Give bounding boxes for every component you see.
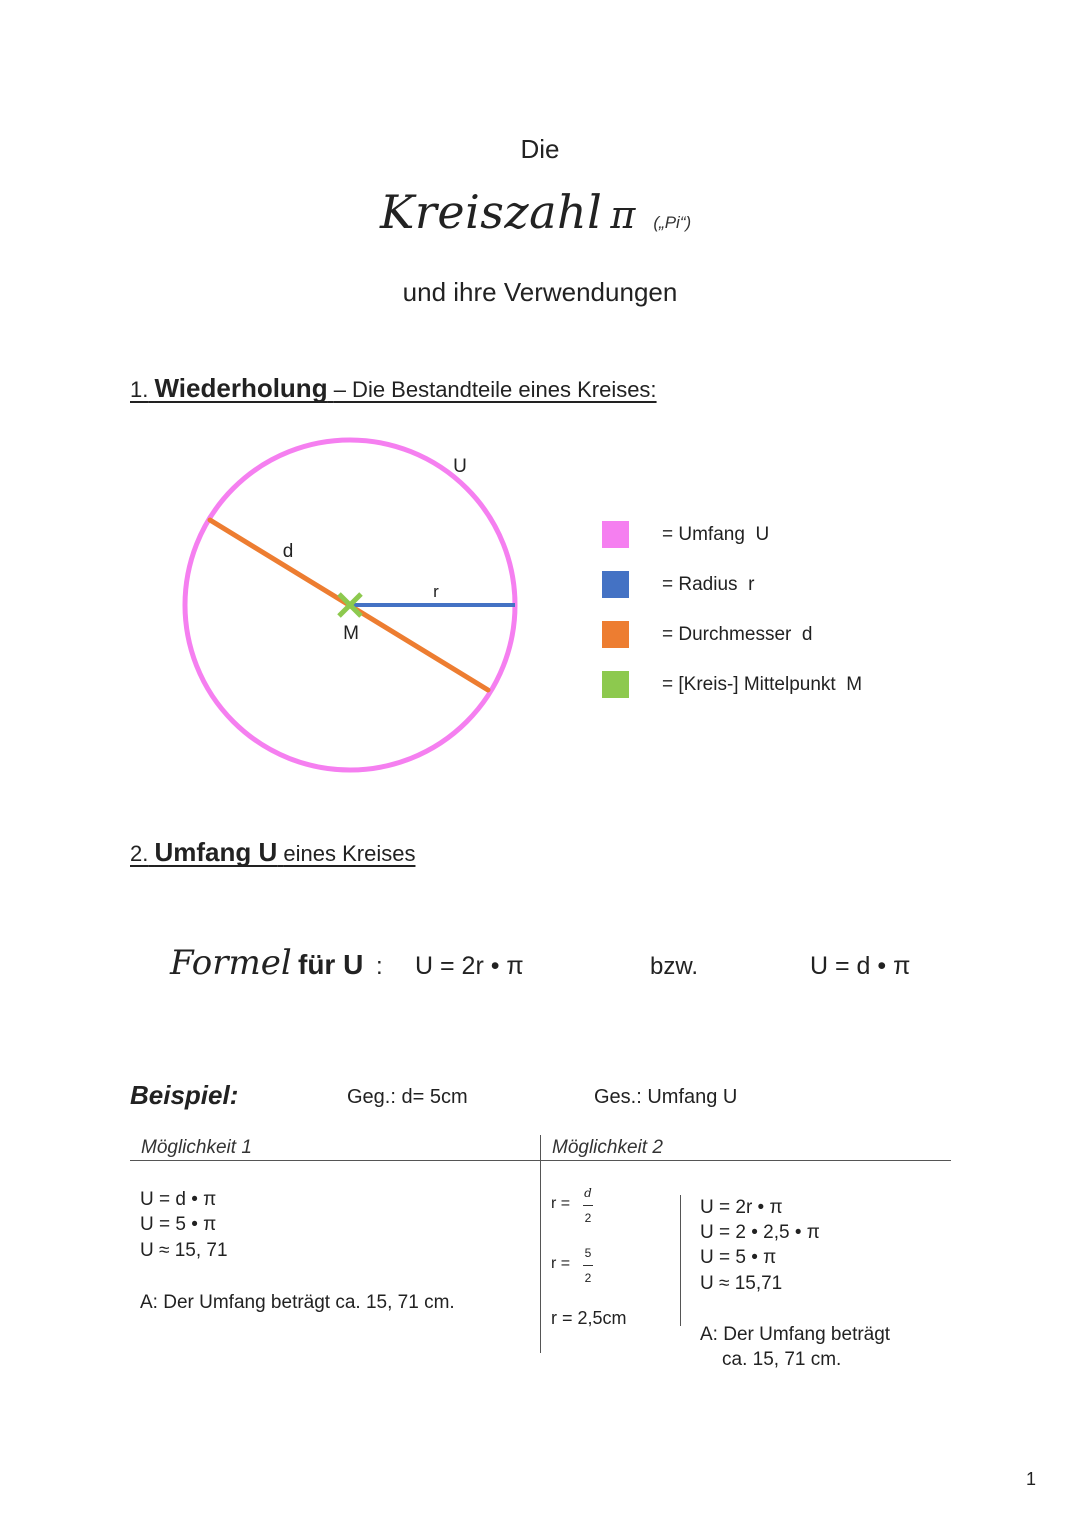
diameter-label: d	[282, 541, 294, 562]
radius-fraction	[580, 1246, 596, 1285]
option-2-step: U = 2r • π	[700, 1197, 783, 1218]
option-2-step: U = 2 • 2,5 • π	[700, 1222, 820, 1243]
legend-item-umfang	[602, 520, 769, 548]
section-2-heading	[130, 837, 415, 869]
option-2-step: U = 5 • π	[700, 1247, 777, 1268]
radius-fraction-lhs: r =	[551, 1195, 571, 1212]
section-1-heading	[130, 373, 657, 405]
legend-swatch-radius	[602, 571, 629, 598]
legend-label-radius: = Radius r	[662, 573, 755, 595]
legend-swatch-umfang-fill	[602, 521, 629, 548]
legend-swatch-radius-fill	[602, 571, 629, 598]
center-point-label: M	[343, 623, 359, 644]
formula-radius: U = 2r • π	[415, 952, 524, 980]
radius-fraction-lhs: r =	[551, 1255, 571, 1272]
title-subtitle: und ihre Verwendungen	[402, 277, 678, 307]
title-pi-name: („Pi“)	[653, 213, 692, 232]
legend-item-durchmesser	[602, 620, 812, 648]
option-1-step: U = d • π	[140, 1189, 217, 1210]
example-label: Beispiel:	[130, 1080, 239, 1110]
radius-fraction	[580, 1186, 596, 1225]
option-1-heading: Möglichkeit 1	[141, 1137, 252, 1158]
formula-connector: bzw.	[650, 953, 699, 980]
title-script-word: Kreiszahl	[380, 185, 603, 239]
fraction-numerator: 5	[584, 1246, 592, 1260]
section-2-title-rest: eines Kreises	[283, 841, 416, 866]
legend-swatch-mittelpunkt-fill	[602, 671, 629, 698]
section-2-title-bold: Umfang U	[154, 837, 278, 867]
radius-label: r	[433, 582, 439, 601]
legend-item-mittelpunkt	[602, 670, 862, 698]
option-2-answer-line-1: A: Der Umfang beträgt	[700, 1324, 891, 1345]
legend-label-mittelpunkt: = [Kreis-] Mittelpunkt M	[662, 673, 863, 695]
option-1-step: U ≈ 15, 71	[140, 1240, 228, 1261]
circle-diagram	[160, 420, 540, 800]
legend-swatch-mittelpunkt	[602, 671, 629, 698]
option-2-heading: Möglichkeit 2	[552, 1137, 663, 1158]
fraction-numerator: d	[584, 1186, 592, 1200]
title-top-word: Die	[520, 134, 560, 164]
page-number: 1	[1026, 1469, 1037, 1489]
formula-script-word: Formel	[170, 943, 292, 983]
option-2-step: U ≈ 15,71	[700, 1273, 783, 1294]
legend-swatch-durchmesser-fill	[602, 621, 629, 648]
radius-result: r = 2,5cm	[551, 1308, 627, 1328]
option-1-step: U = 5 • π	[140, 1214, 217, 1235]
legend-label-durchmesser: = Durchmesser d	[662, 623, 813, 645]
example-given: Geg.: d= 5cm	[347, 1086, 468, 1108]
table-column-divider	[540, 1135, 541, 1353]
section-2-number: 2.	[130, 841, 149, 866]
legend-label-umfang: = Umfang U	[662, 523, 770, 545]
section-1-title-bold: Wiederholung	[154, 373, 328, 403]
legend-swatch-durchmesser	[602, 621, 629, 648]
title-pi-symbol: π	[610, 193, 636, 237]
section-1-number: 1.	[130, 377, 149, 402]
circumference-label: U	[453, 456, 467, 477]
formula-colon: :	[376, 953, 383, 980]
formula-diameter: U = d • π	[810, 952, 911, 980]
fraction-bar	[583, 1205, 593, 1206]
title-script-row	[380, 185, 692, 239]
fraction-denominator: 2	[584, 1271, 592, 1285]
fraction-bar	[583, 1265, 593, 1266]
section-1-title-rest: – Die Bestandteile eines Kreises:	[333, 377, 657, 402]
option-2-answer-line-2: ca. 15, 71 cm.	[722, 1349, 842, 1370]
legend-item-radius	[602, 570, 754, 598]
option-1-answer: A: Der Umfang beträgt ca. 15, 71 cm.	[140, 1292, 455, 1313]
fraction-denominator: 2	[584, 1211, 592, 1225]
option-2-inner-divider	[680, 1195, 681, 1326]
example-sought: Ges.: Umfang U	[594, 1086, 738, 1108]
formula-bold-part: für U	[298, 949, 364, 980]
legend-swatch-umfang	[602, 521, 629, 548]
